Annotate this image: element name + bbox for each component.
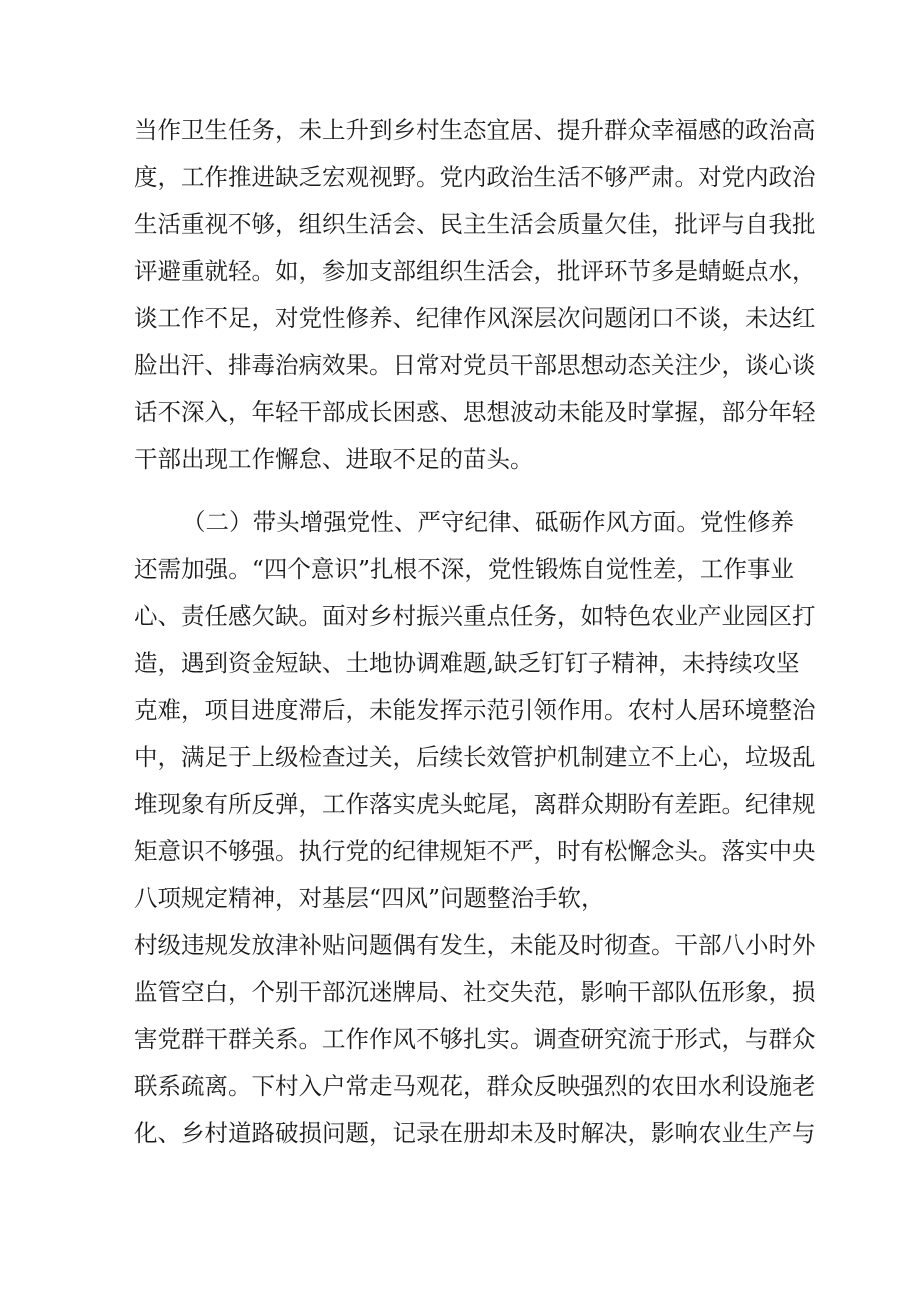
text-line: 生活重视不够，组织生活会、民主生活会质量欠佳，批评与自我批 — [134, 210, 816, 238]
text-line: 化、乡村道路破损问题，记录在册却未及时解决，影响农业生产与 — [134, 1119, 816, 1147]
text-line: 话不深入，年轻干部成长困惑、思想波动未能及时掌握，部分年轻 — [134, 398, 816, 426]
section-heading-line: （二）带头增强党性、严守纪律、砥砺作风方面。党性修养 — [182, 508, 794, 536]
text-line: 矩意识不够强。执行党的纪律规矩不严，时有松懈念头。落实中央 — [134, 837, 816, 865]
text-line: 干部出现工作懈怠、进取不足的苗头。 — [134, 445, 534, 473]
text-line: 害党群干群关系。工作作风不够扎实。调查研究流于形式，与群众 — [134, 1025, 816, 1053]
text-line: 心、责任感欠缺。面对乡村振兴重点任务，如特色农业产业园区打 — [134, 602, 816, 630]
text-line: 中，满足于上级检查过关，后续长效管护机制建立不上心，垃圾乱 — [134, 743, 816, 771]
text-line: 堆现象有所反弹，工作落实虎头蛇尾，离群众期盼有差距。纪律规 — [134, 790, 816, 818]
text-line: 谈工作不足，对党性修养、纪律作风深层次问题闭口不谈，未达红 — [134, 304, 816, 332]
text-line: 村级违规发放津补贴问题偶有发生，未能及时彻查。干部八小时外 — [134, 931, 816, 959]
text-line: 联系疏离。下村入户常走马观花，群众反映强烈的农田水利设施老 — [134, 1072, 816, 1100]
text-line: 克难，项目进度滞后，未能发挥示范引领作用。农村人居环境整治 — [134, 696, 816, 724]
text-line: 脸出汗、排毒治病效果。日常对党员干部思想动态关注少，谈心谈 — [134, 351, 816, 379]
text-line: 监管空白，个别干部沉迷牌局、社交失范，影响干部队伍形象，损 — [134, 978, 816, 1006]
text-line: 造，遇到资金短缺、土地协调难题,缺乏钉钉子精神，未持续攻坚 — [134, 649, 800, 677]
text-line: 度，工作推进缺乏宏观视野。党内政治生活不够严肃。对党内政治 — [134, 163, 816, 191]
text-line: 八项规定精神，对基层“四风”问题整治手软， — [134, 884, 605, 912]
text-line: 评避重就轻。如，参加支部组织生活会，批评环节多是蜻蜓点水， — [134, 257, 816, 285]
text-line: 还需加强。“四个意识”扎根不深，党性锻炼自觉性差，工作事业 — [134, 555, 794, 583]
text-line: 当作卫生任务，未上升到乡村生态宜居、提升群众幸福感的政治高 — [134, 116, 816, 144]
